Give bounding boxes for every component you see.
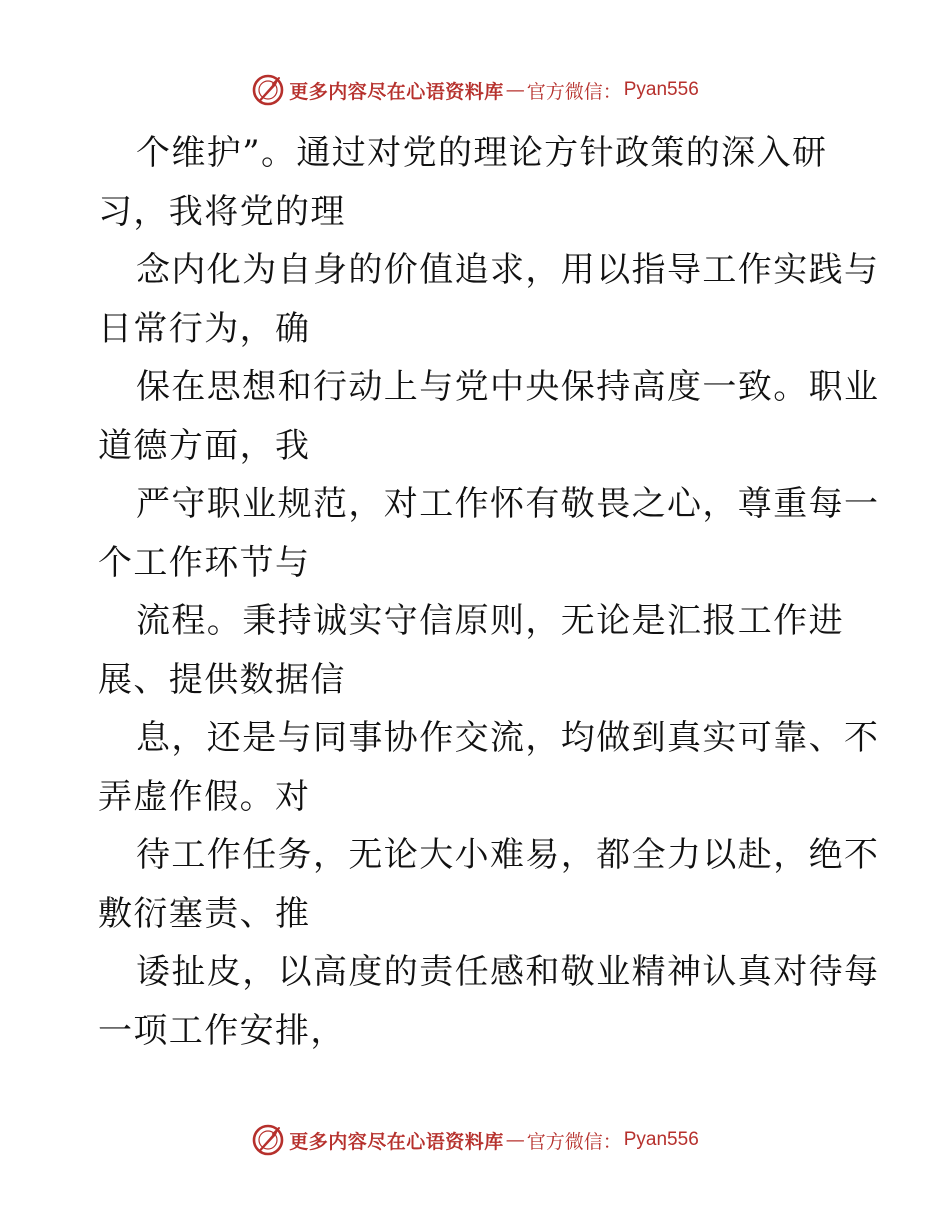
text-line: 保在思想和行动上与党中央保持高度一致。职业 <box>136 367 880 407</box>
document-body <box>98 124 880 1060</box>
text-line: 道德方面，我 <box>98 425 311 466</box>
watermark-separator: — <box>505 79 525 101</box>
watermark-main-text: 更多内容尽在心语资料库 <box>289 1130 504 1153</box>
text-line: 个工作环节与 <box>98 542 311 583</box>
watermark-wechat-id: Pyan556 <box>623 1129 699 1150</box>
text-line: 个维护”。通过对党的理论方针政策的深入研 <box>136 133 828 173</box>
quill-pen-logo-icon <box>251 1123 285 1157</box>
watermark-main-text: 更多内容尽在心语资料库 <box>289 80 504 103</box>
text-line: 弄虚作假。对 <box>98 776 311 817</box>
text-line: 流程。秉持诚实守信原则，无论是汇报工作进 <box>136 601 844 641</box>
text-line: 展、提供数据信 <box>98 659 346 700</box>
text-line: 严守职业规范，对工作怀有敬畏之心，尊重每一 <box>136 484 880 524</box>
watermark-separator: — <box>505 1129 525 1151</box>
text-line: 息，还是与同事协作交流，均做到真实可靠、不 <box>136 718 880 758</box>
footer-watermark <box>0 1122 950 1158</box>
text-line: 一项工作安排， <box>98 1010 346 1051</box>
text-line: 习，我将党的理 <box>98 191 346 232</box>
header-watermark <box>0 72 950 108</box>
watermark-wechat-id: Pyan556 <box>623 79 699 100</box>
text-line: 日常行为，确 <box>98 308 311 349</box>
quill-pen-logo-icon <box>251 73 285 107</box>
text-line: 诿扯皮，以高度的责任感和敬业精神认真对待每 <box>136 952 880 992</box>
watermark-wechat-label: 官方微信： <box>526 1130 622 1153</box>
text-line: 念内化为自身的价值追求，用以指导工作实践与 <box>136 250 880 290</box>
text-line: 待工作任务，无论大小难易，都全力以赴，绝不 <box>136 835 880 875</box>
watermark-wechat-label: 官方微信： <box>526 80 622 103</box>
text-line: 敷衍塞责、推 <box>98 893 311 934</box>
